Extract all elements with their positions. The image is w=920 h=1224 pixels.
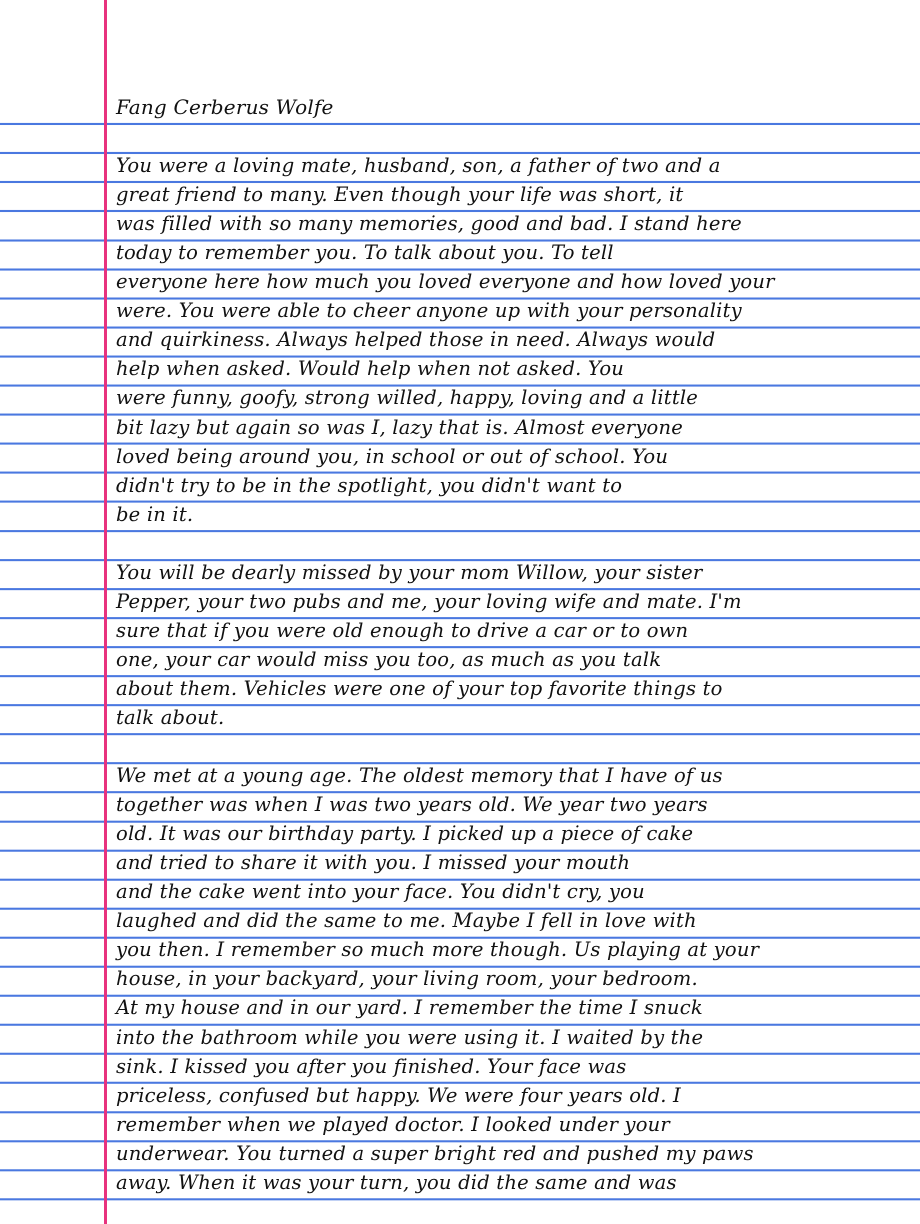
text-line: into the bathroom while you were using it. I waited by the (116, 1025, 704, 1049)
text-line: At my house and in our yard. I remember the time I snuck (116, 996, 703, 1020)
text-line: and quirkiness. Always helped those in need. Always would (116, 328, 716, 352)
text-line: were. You were able to cheer anyone up with your personality (116, 299, 742, 323)
body-text (116, 151, 908, 1197)
text-line: underwear. You turned a super bright red and pushed my paws (116, 1141, 754, 1165)
text-line: old. It was our birthday party. I picked up a piece of cake (116, 822, 694, 846)
blank-line (116, 529, 908, 558)
text-line: and the cake went into your face. You didn't cry, you (116, 880, 645, 904)
text-line: and tried to share it with you. I missed your mouth (116, 851, 631, 875)
text-line: away. When it was your turn, you did the same and was (116, 1170, 677, 1194)
text-line: We met at a young age. The oldest memory that I have of us (116, 764, 723, 788)
document-title: Fang Cerberus Wolfe (116, 95, 334, 119)
text-line: was filled with so many memories, good and bad. I stand here (116, 212, 742, 236)
text-line: house, in your backyard, your living room, your bedroom. (116, 967, 698, 991)
text-line: everyone here how much you loved everyone and how loved your (116, 270, 775, 294)
blank-line (116, 122, 908, 151)
text-line: laughed and did the same to me. Maybe I fell in love with (116, 909, 697, 933)
text-line: help when asked. Would help when not asked. You (116, 357, 625, 381)
text-line: remember when we played doctor. I looked under your (116, 1112, 670, 1136)
text-line: were funny, goofy, strong willed, happy, loving and a little (116, 386, 699, 410)
text-line: You will be dearly missed by your mom Willow, your sister (116, 560, 703, 584)
text-line: about them. Vehicles were one of your top favorite things to (116, 676, 723, 700)
text-line: priceless, confused but happy. We were four years old. I (116, 1083, 681, 1107)
text-line: You were a loving mate, husband, son, a father of two and a (116, 154, 721, 178)
text-line: bit lazy but again so was I, lazy that is. Almost everyone (116, 415, 683, 439)
handwritten-text-area (116, 93, 908, 1197)
text-line: today to remember you. To talk about you. To tell (116, 241, 614, 265)
red-margin-line (104, 0, 107, 1224)
text-line: sure that if you were old enough to drive a car or to own (116, 618, 689, 642)
text-line: didn't try to be in the spotlight, you didn't want to (116, 473, 623, 497)
text-line: together was when I was two years old. We year two years (116, 793, 708, 817)
blank-line (116, 732, 908, 761)
text-line: you then. I remember so much more though. Us playing at your (116, 938, 760, 962)
text-line: great friend to many. Even though your life was short, it (116, 183, 684, 207)
text-line: one, your car would miss you too, as much as you talk (116, 647, 662, 671)
text-line: loved being around you, in school or out of school. You (116, 444, 669, 468)
text-line: Pepper, your two pubs and me, your loving wife and mate. I'm (116, 589, 742, 613)
text-line: be in it. (116, 502, 194, 526)
text-line: sink. I kissed you after you finished. Your face was (116, 1054, 627, 1078)
text-line: talk about. (116, 705, 225, 729)
